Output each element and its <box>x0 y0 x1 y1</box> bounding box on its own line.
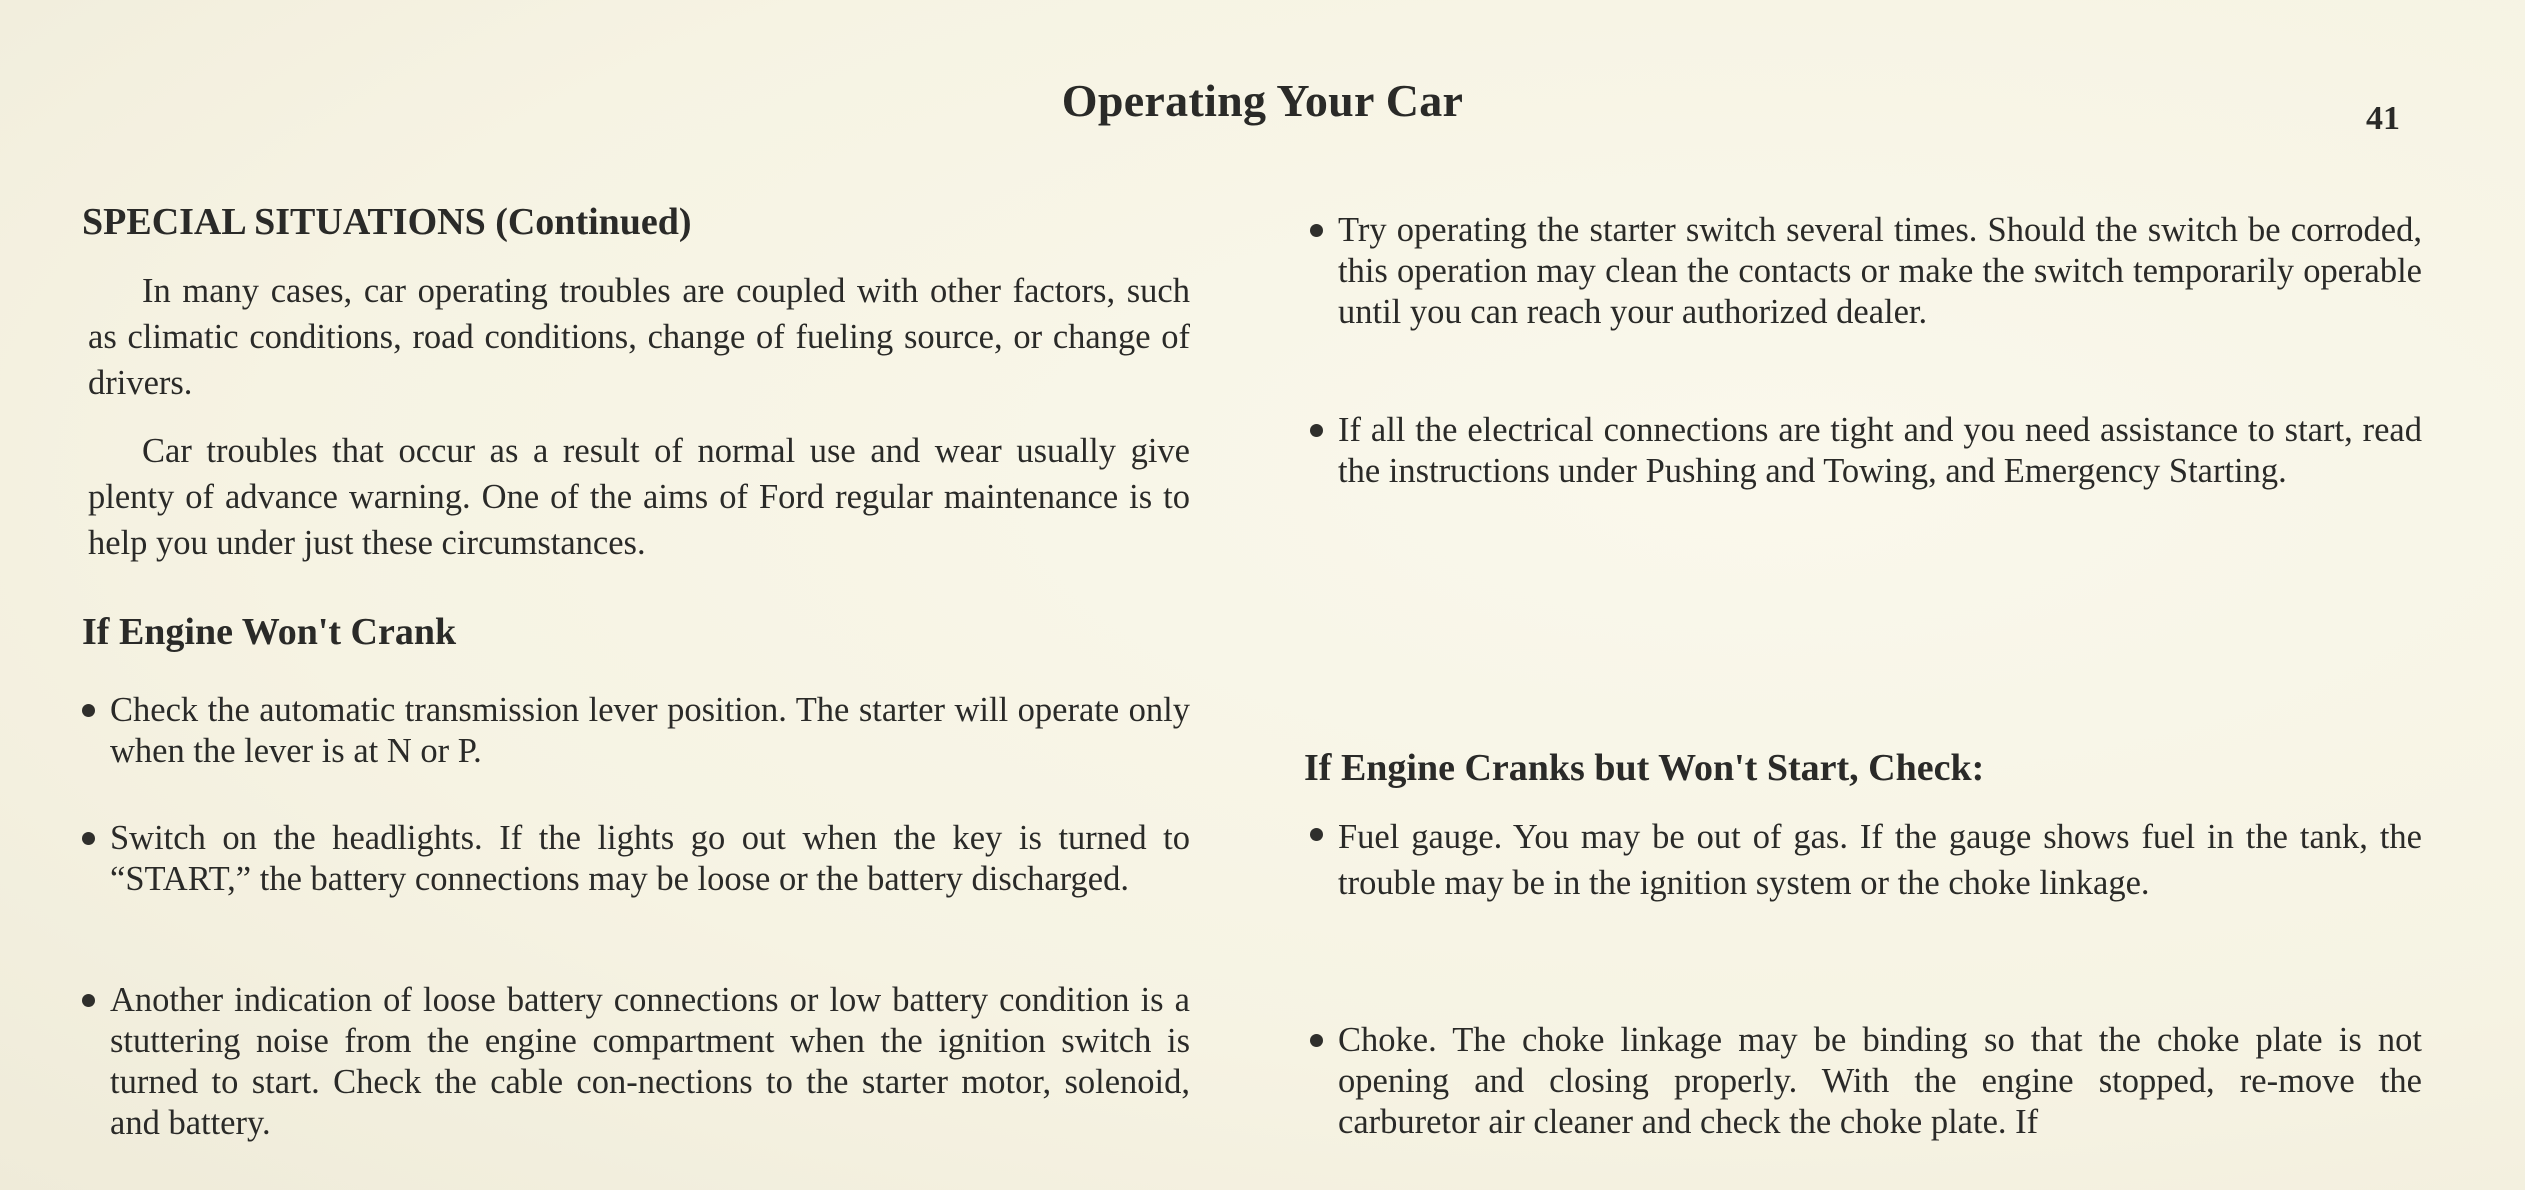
bullet-icon <box>82 994 95 1007</box>
page-number: 41 <box>2366 100 2400 137</box>
list-item <box>1310 814 2422 906</box>
bullet-icon <box>1310 1034 1323 1047</box>
list-item <box>82 818 1190 900</box>
list-item <box>1310 410 2422 492</box>
bullet-icon <box>82 704 95 717</box>
list-item-text: If all the electrical connections are tight and you need assistance to start, read the instructions under Pushing and Towing, and Emergency Starting. <box>1338 411 2422 490</box>
subheading-engine-cranks: If Engine Cranks but Won't Start, Check: <box>1304 747 1985 789</box>
list-item-text: Fuel gauge. You may be out of gas. If the gauge shows fuel in the tank, the trouble may be in the ignition system or the choke linkage. <box>1338 818 2422 902</box>
list-item-text: Try operating the starter switch several times. Should the switch be corroded, this operation may clean the contacts or make the switch temporarily operable until you can reach your authorized dealer. <box>1338 211 2422 331</box>
list-item-text: Check the automatic transmission lever position. The starter will operate only when the lever is at N or P. <box>110 691 1190 770</box>
list-item-text: Switch on the headlights. If the lights go out when the key is turned to “START,” the battery connections may be loose or the battery discharged. <box>110 819 1190 898</box>
list-item <box>1310 1020 2422 1143</box>
bullet-icon <box>1310 828 1323 841</box>
list-item-text: Another indication of loose battery connections or low battery condition is a stuttering noise from the engine compartment when the ignition switch is turned to start. Check the cable con-nections to the starter motor, solenoid, and battery. <box>110 981 1190 1142</box>
paragraph: Car troubles that occur as a result of normal use and wear usually give plenty of advance warning. One of the aims of Ford regular maintenance is to help you under just these circumstances. <box>88 432 1190 562</box>
bullet-icon <box>82 832 95 845</box>
subheading-engine-wont-crank: If Engine Won't Crank <box>82 611 457 653</box>
list-item <box>82 690 1190 772</box>
paragraph: In many cases, car operating troubles are coupled with other factors, such as climatic conditions, road conditions, change of fueling source, or change of drivers. <box>88 272 1190 402</box>
page-title: Operating Your Car <box>1061 75 1464 126</box>
list-item <box>82 980 1190 1144</box>
section-heading: SPECIAL SITUATIONS (Continued) <box>82 201 692 243</box>
bullet-icon <box>1310 224 1323 237</box>
list-item-text: Choke. The choke linkage may be binding so that the choke plate is not opening and closing properly. With the engine stopped, re-move the carburetor air cleaner and check the choke plate. If <box>1338 1021 2422 1141</box>
list-item <box>1310 210 2422 333</box>
bullet-icon <box>1310 424 1323 437</box>
